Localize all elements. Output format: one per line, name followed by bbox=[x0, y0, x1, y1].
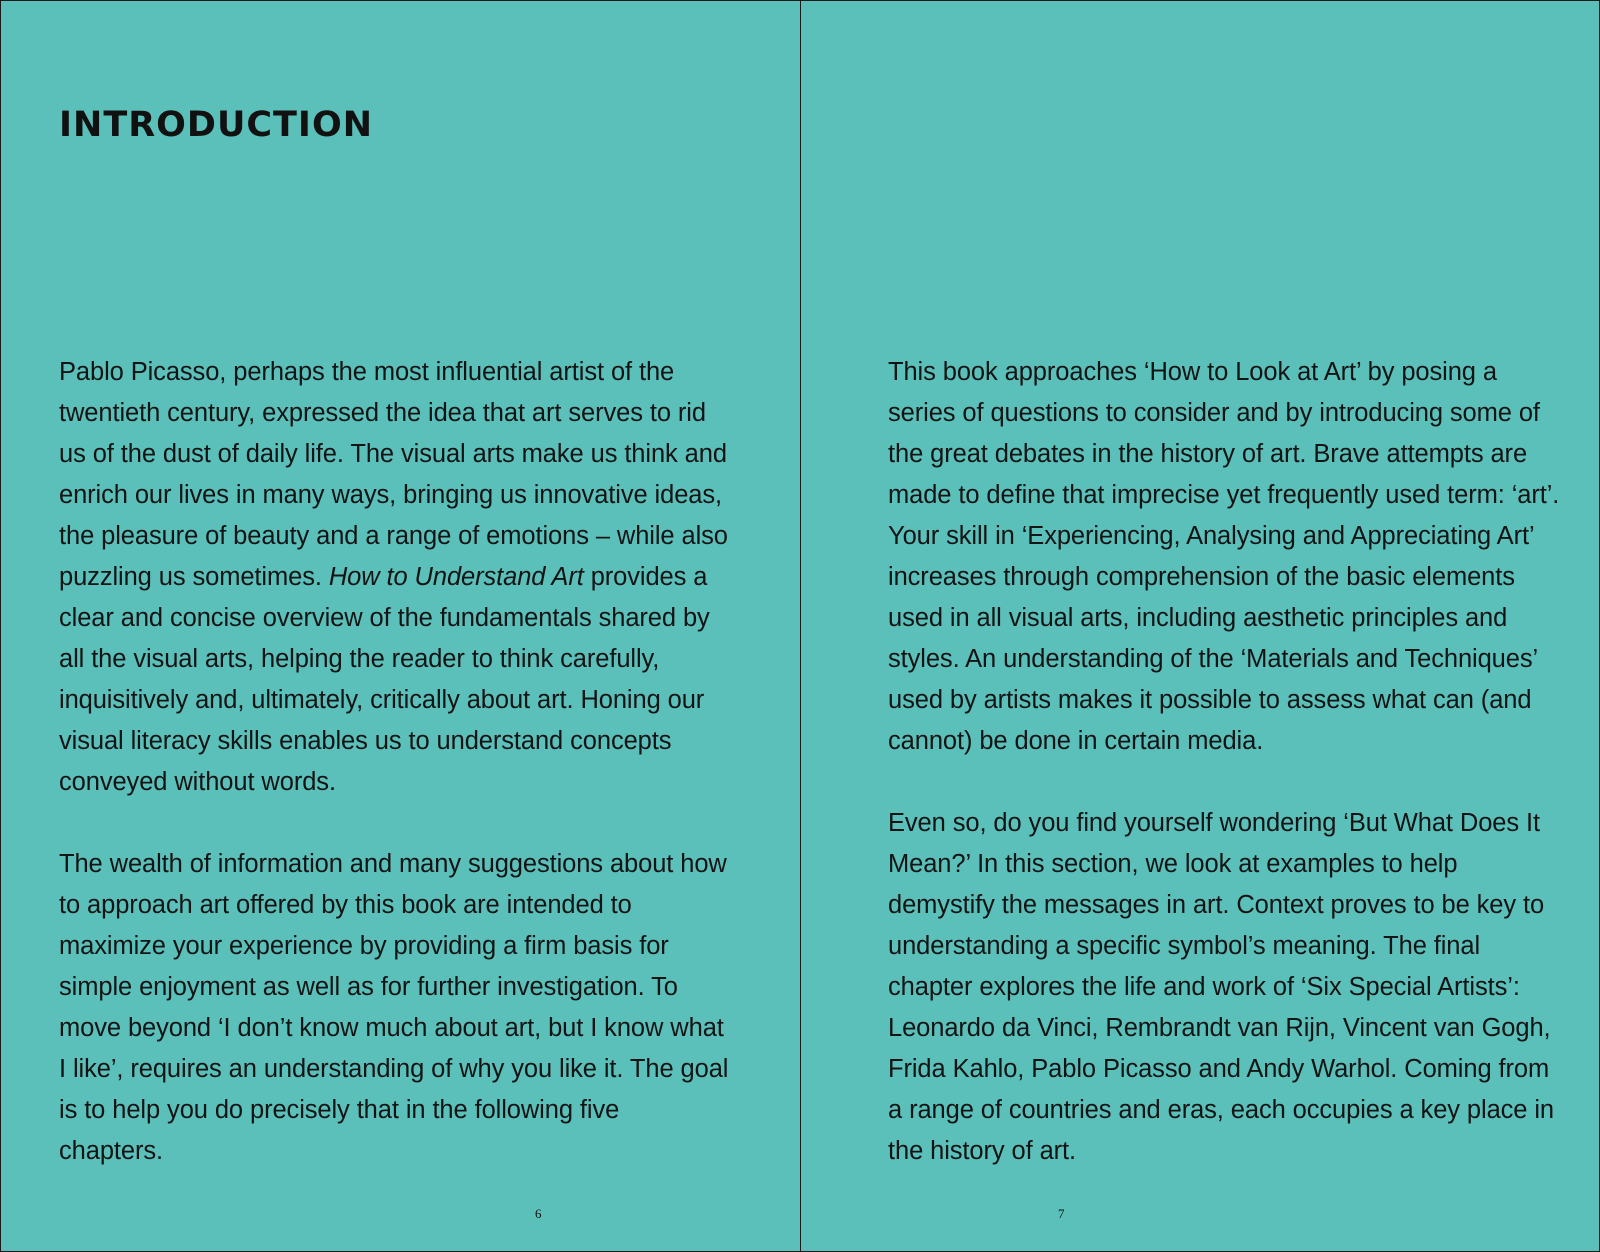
page-number-left: 6 bbox=[535, 1206, 542, 1221]
right-paragraph-1: This book approaches ‘How to Look at Art’ by posing a series of questions to consider and by introducing some of the great debates in the history of art. Brave attempts are made to define that imprecise yet frequently used term: ‘art’. Your skill in ‘Experiencing, Analysing and Appreciating Art’ increases through comprehension of the basic elements used in all visual arts, including aesthetic principles and styles. An understanding of the ‘Materials and Techniques’ used by artists makes it possible to assess what can (and cannot) be done in certain media. bbox=[888, 358, 1560, 755]
left-paragraph-2: The wealth of information and many suggestions about how to approach art offered by this book are intended to maximize your experience by providing a firm basis for simple enjoyment as well as for further investigation. To move beyond ‘I don’t know much about art, but I know what I like’, requires an understanding of why you like it. The goal is to help you do precisely that in the following five chapters. bbox=[59, 850, 729, 1165]
left-paragraph-1 bbox=[59, 352, 729, 803]
left-paragraph-1-part-1: Pablo Picasso, perhaps the most influential artist of the twentieth century, expressed the idea that art serves to rid us of the dust of daily life. The visual arts make us think and enrich our lives in many ways, bringing us innovative ideas, the pleasure of beauty and a range of emotions – while also puzzling us sometimes. bbox=[59, 358, 728, 591]
right-page-body bbox=[888, 352, 1568, 1172]
left-paragraph-1-part-2: provides a clear and concise overview of the fundamentals shared by all the visual arts, helping the reader to think carefully, inquisitively and, ultimately, critically about art. Honing our visual literacy skills enables us to understand concepts conveyed without words. bbox=[59, 563, 710, 796]
book-title: How to Understand Art bbox=[328, 563, 584, 591]
left-page-body bbox=[59, 352, 729, 1172]
right-paragraph-2: Even so, do you find yourself wondering ‘But What Does It Mean?’ In this section, we look at examples to help demystify the messages in art. Context proves to be key to understanding a specific symbol’s meaning. The final chapter explores the life and work of ‘Six Special Artists’: Leonardo da Vinci, Rembrandt van Rijn, Vincent van Gogh, Frida Kahlo, Pablo Picasso and Andy Warhol. Coming from a range of countries and eras, each occupies a key place in the history of art. bbox=[888, 809, 1555, 1165]
page-number-right: 7 bbox=[1058, 1206, 1065, 1221]
page-title: INTRODUCTION bbox=[59, 105, 373, 145]
right-page bbox=[800, 0, 1600, 1252]
